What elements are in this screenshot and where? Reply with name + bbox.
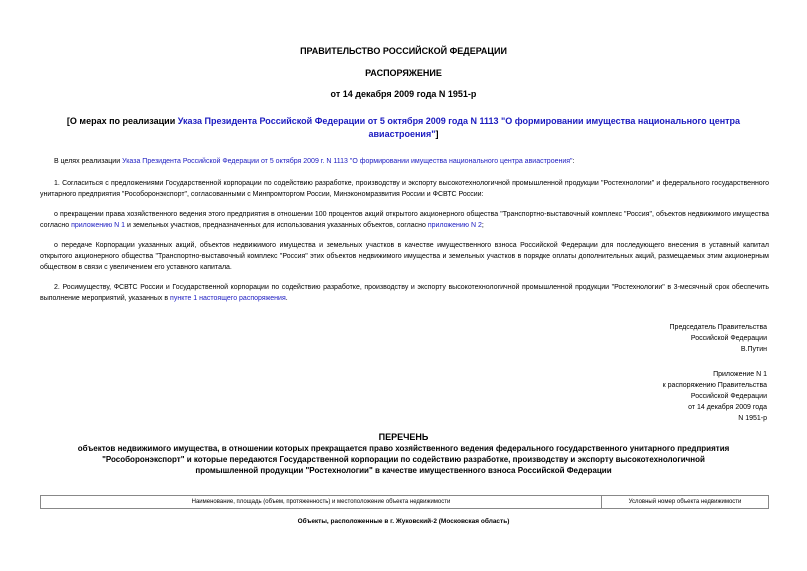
termination-text-a: о прекращении права хозяйственного ведения этого предприятия в отношении 100 процентов акций открытого акционерного общества "Транспортно-выставочный комплекс "Россия", объектов недвижимого имущества согласно — [40, 211, 769, 229]
document-title — [0, 115, 807, 141]
table-header-name: Наименование, площадь (объем, протяженность) и местоположение объекта недвижимости — [41, 496, 602, 508]
appendix-1-link[interactable]: приложению N 1 — [71, 222, 126, 229]
termination-text-b: и земельных участков, предназначенных для использования указанных объектов, согласно — [125, 222, 428, 229]
list-heading: ПЕРЕЧЕНЬ — [378, 432, 429, 442]
paragraph-2-text-a: 2. Росимуществу, ФСВТС России и Государственной корпорации по содействию разработке, производству и экспорту высокотехнологичной промышленной продукции "Ростехнологии" в 3-месячный срок обеспечить выполнение мероприятий, указанных в — [40, 284, 769, 302]
paragraph-termination — [40, 209, 769, 231]
table-section-title: Объекты, расположенные в г. Жуковский-2 (Московская область) — [297, 518, 510, 525]
intro-paragraph — [40, 156, 769, 167]
list-title-line-2: "Рособоронэкспорт" и которые передаются Государственной корпорации по содействию разработке, производству и экспорту высокотехнологичной — [102, 455, 705, 464]
signature-line-3: В.Путин — [740, 346, 767, 353]
list-title — [0, 443, 807, 476]
intro-decree-link[interactable]: Указа Президента Российской Федерации от 5 октября 2009 г. N 1113 "О формировании имущества национального центра авиастроения" — [122, 158, 573, 165]
point-1-link[interactable]: пункте 1 настоящего распоряжения — [170, 295, 286, 302]
title-decree-link-cont[interactable]: авиастроения" — [368, 129, 436, 139]
title-prefix: [О мерах по реализации — [66, 116, 178, 126]
document-date-number: от 14 декабря 2009 года N 1951-р — [330, 89, 477, 99]
list-title-line-3: промышленной продукции "Ростехнологии" в качестве имущественного взноса Российской Федерации — [195, 466, 612, 475]
appendix-header — [663, 369, 767, 424]
table-header — [40, 495, 769, 509]
signature-block — [670, 322, 767, 355]
appendix-line-5: N 1951-р — [738, 415, 767, 422]
signature-line-1: Председатель Правительства — [669, 324, 767, 331]
appendix-line-3: Российской Федерации — [690, 393, 767, 400]
title-suffix: ] — [435, 129, 439, 139]
intro-suffix: : — [572, 158, 575, 165]
signature-line-2: Российской Федерации — [690, 335, 767, 342]
appendix-line-4: от 14 декабря 2009 года — [688, 404, 767, 411]
termination-text-c: ; — [481, 222, 484, 229]
government-name: ПРАВИТЕЛЬСТВО РОССИЙСКОЙ ФЕДЕРАЦИИ — [300, 46, 507, 56]
paragraph-1: 1. Согласиться с предложениями Государственной корпорации по содействию разработке, производству и экспорту высокотехнологичной промышленной продукции "Ростехнологии" и федерального государственного унитарного предприятия "Рособоронэкспорт", согласованными с Минпромторгом России, Минэкономразвития России и ФСВТС России: — [40, 180, 769, 198]
paragraph-2 — [40, 282, 769, 304]
appendix-line-2: к распоряжению Правительства — [662, 382, 767, 389]
list-title-line-1: объектов недвижимого имущества, в отношении которых прекращается право хозяйственного ведения федерального государственного унитарного предприятия — [77, 444, 730, 453]
paragraph-transfer: о передаче Корпорации указанных акций, объектов недвижимого имущества и земельных участков в качестве имущественного взноса Российской Федерации для последующего внесения в уставный капитал открытого акционерного общества "Транспортно-выставочный комплекс "Россия" этих объектов недвижимого имущества и земельных участков в порядке оплаты дополнительных акций, размещаемых этим акционерным обществом в связи с увеличением его уставного капитала. — [40, 242, 769, 271]
title-decree-link[interactable]: Указа Президента Российской Федерации от 5 октября 2009 года N 1113 "О формировании имущества национального центра — [177, 116, 741, 126]
table-header-number: Условный номер объекта недвижимости — [628, 499, 742, 505]
appendix-line-1: Приложение N 1 — [713, 371, 767, 378]
document-type: РАСПОРЯЖЕНИЕ — [365, 68, 442, 78]
intro-prefix: В целях реализации — [54, 158, 123, 165]
appendix-2-link[interactable]: приложению N 2 — [427, 222, 482, 229]
paragraph-2-text-b: . — [285, 295, 288, 302]
